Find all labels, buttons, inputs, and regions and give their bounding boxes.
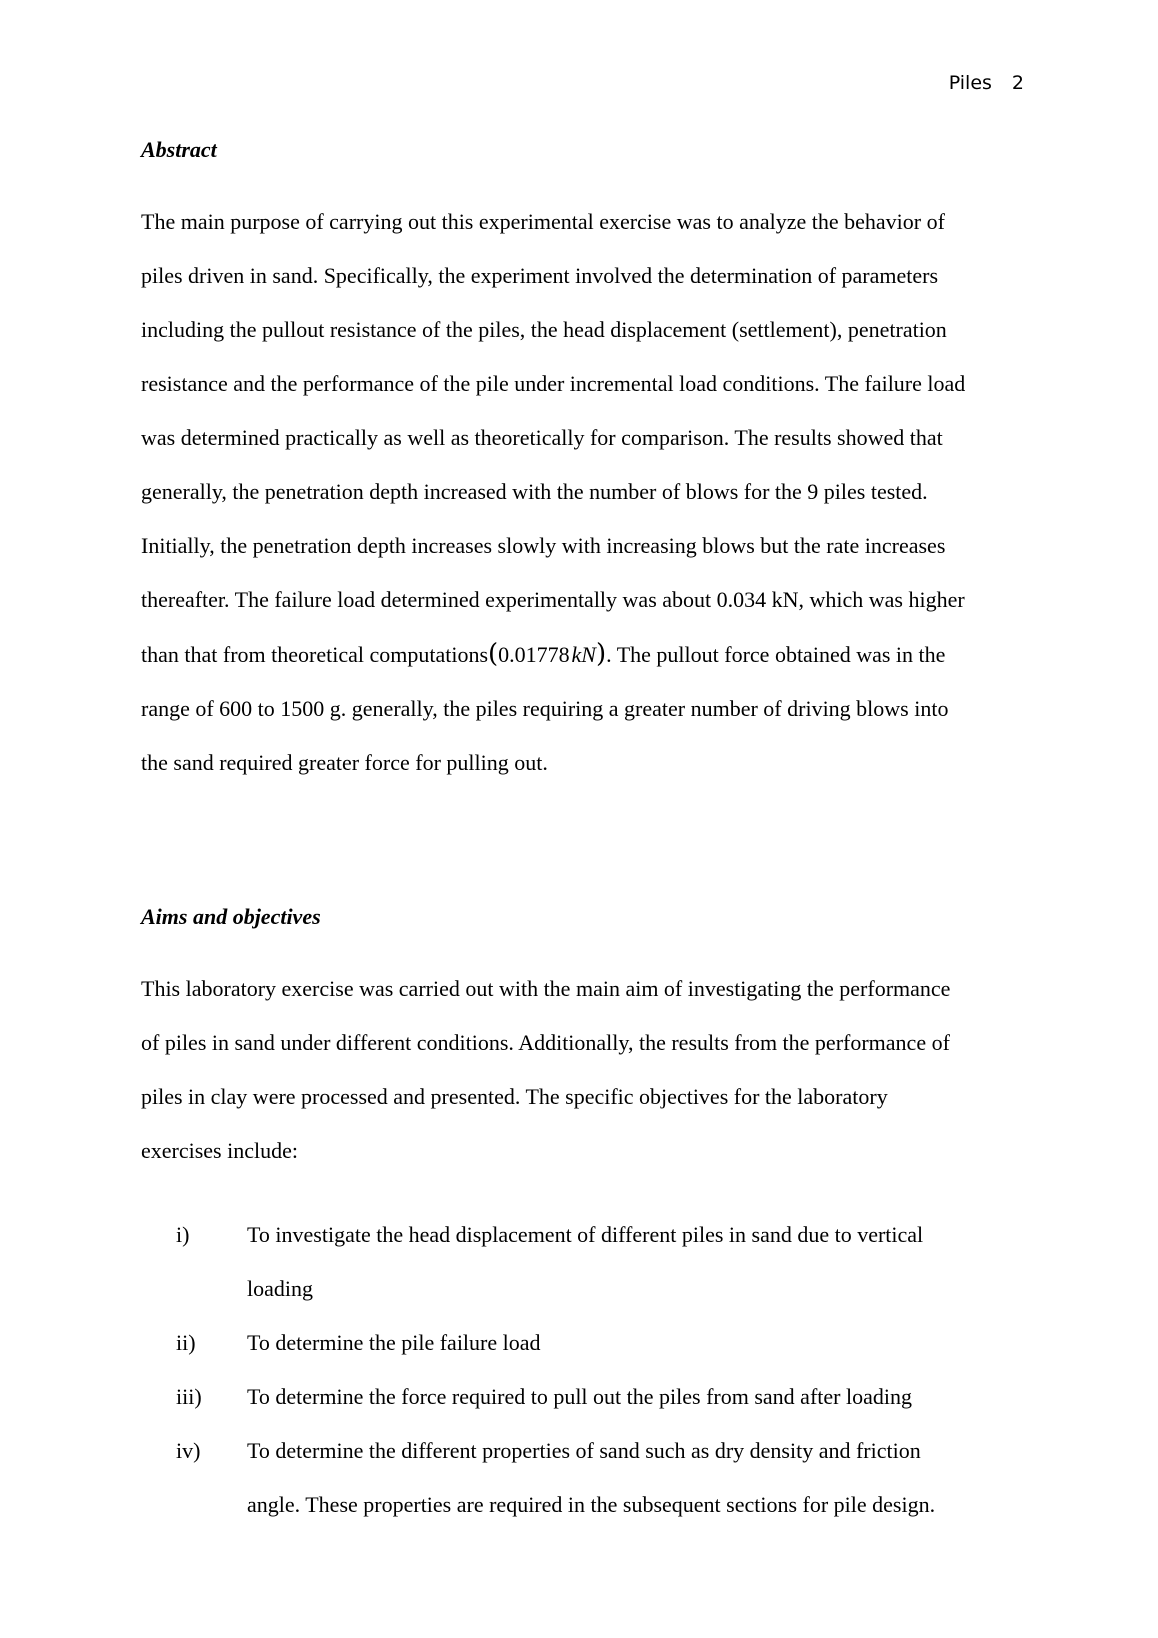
list-marker: i) <box>176 1222 190 1247</box>
list-marker: iv) <box>176 1438 201 1463</box>
page-number: 2 <box>1011 72 1024 94</box>
list-item-text <box>247 1316 1031 1370</box>
text-line: Initially, the penetration depth increases slowly with increasing blows but the rate increases <box>141 533 946 558</box>
inline-formula <box>488 639 607 669</box>
text-line: was determined practically as well as theoretically for comparison. The results showed that <box>141 425 943 450</box>
formula-unit: kN <box>571 642 596 667</box>
text-line-with-formula <box>141 627 1031 682</box>
list-item <box>141 1208 1031 1316</box>
text-line: loading <box>247 1276 313 1301</box>
list-item-text <box>247 1424 1031 1532</box>
formula-paren-open: ( <box>488 639 499 669</box>
aims-heading: Aims and objectives <box>141 904 321 929</box>
running-header <box>949 68 1024 98</box>
text-line: range of 600 to 1500 g. generally, the piles requiring a greater number of driving blows into <box>141 696 949 721</box>
text-line: piles in clay were processed and presented. The specific objectives for the laboratory <box>141 1084 888 1109</box>
text-line: To determine the different properties of sand such as dry density and friction <box>247 1438 921 1463</box>
list-item-text <box>247 1370 1031 1424</box>
text-line: including the pullout resistance of the piles, the head displacement (settlement), penetration <box>141 317 947 342</box>
formula-value: 0.01778 <box>498 642 570 667</box>
document-body <box>141 135 1031 1532</box>
list-marker: iii) <box>176 1384 202 1409</box>
text-line: To investigate the head displacement of different piles in sand due to vertical <box>247 1222 924 1247</box>
aims-paragraph <box>141 962 1031 1178</box>
text-line: To determine the force required to pull out the piles from sand after loading <box>247 1384 912 1409</box>
text-line: the sand required greater force for pulling out. <box>141 750 548 775</box>
text-line: thereafter. The failure load determined experimentally was about 0.034 kN, which was higher <box>141 587 965 612</box>
objectives-list <box>141 1208 1031 1532</box>
list-item <box>141 1424 1031 1532</box>
formula-paren-close: ) <box>595 639 607 669</box>
text-line: To determine the pile failure load <box>247 1330 541 1355</box>
abstract-paragraph <box>141 195 1031 790</box>
text-line: piles driven in sand. Specifically, the experiment involved the determination of parameters <box>141 263 939 288</box>
list-marker: ii) <box>176 1330 196 1355</box>
text-line: This laboratory exercise was carried out with the main aim of investigating the performance <box>141 976 951 1001</box>
math-line-suffix: . The pullout force obtained was in the <box>606 642 946 667</box>
text-line: generally, the penetration depth increased with the number of blows for the 9 piles tested. <box>141 479 928 504</box>
text-line: exercises include: <box>141 1138 298 1163</box>
abstract-heading: Abstract <box>141 137 217 162</box>
header-title: Piles <box>948 72 992 94</box>
list-item-text <box>247 1208 1031 1316</box>
text-line: The main purpose of carrying out this experimental exercise was to analyze the behavior of <box>141 209 945 234</box>
text-line: resistance and the performance of the pile under incremental load conditions. The failure load <box>141 371 966 396</box>
text-line: of piles in sand under different conditions. Additionally, the results from the performance of <box>141 1030 950 1055</box>
list-item <box>141 1370 1031 1424</box>
list-item <box>141 1316 1031 1370</box>
math-line-prefix: than that from theoretical computations <box>141 642 489 667</box>
text-line: angle. These properties are required in the subsequent sections for pile design. <box>247 1492 936 1517</box>
